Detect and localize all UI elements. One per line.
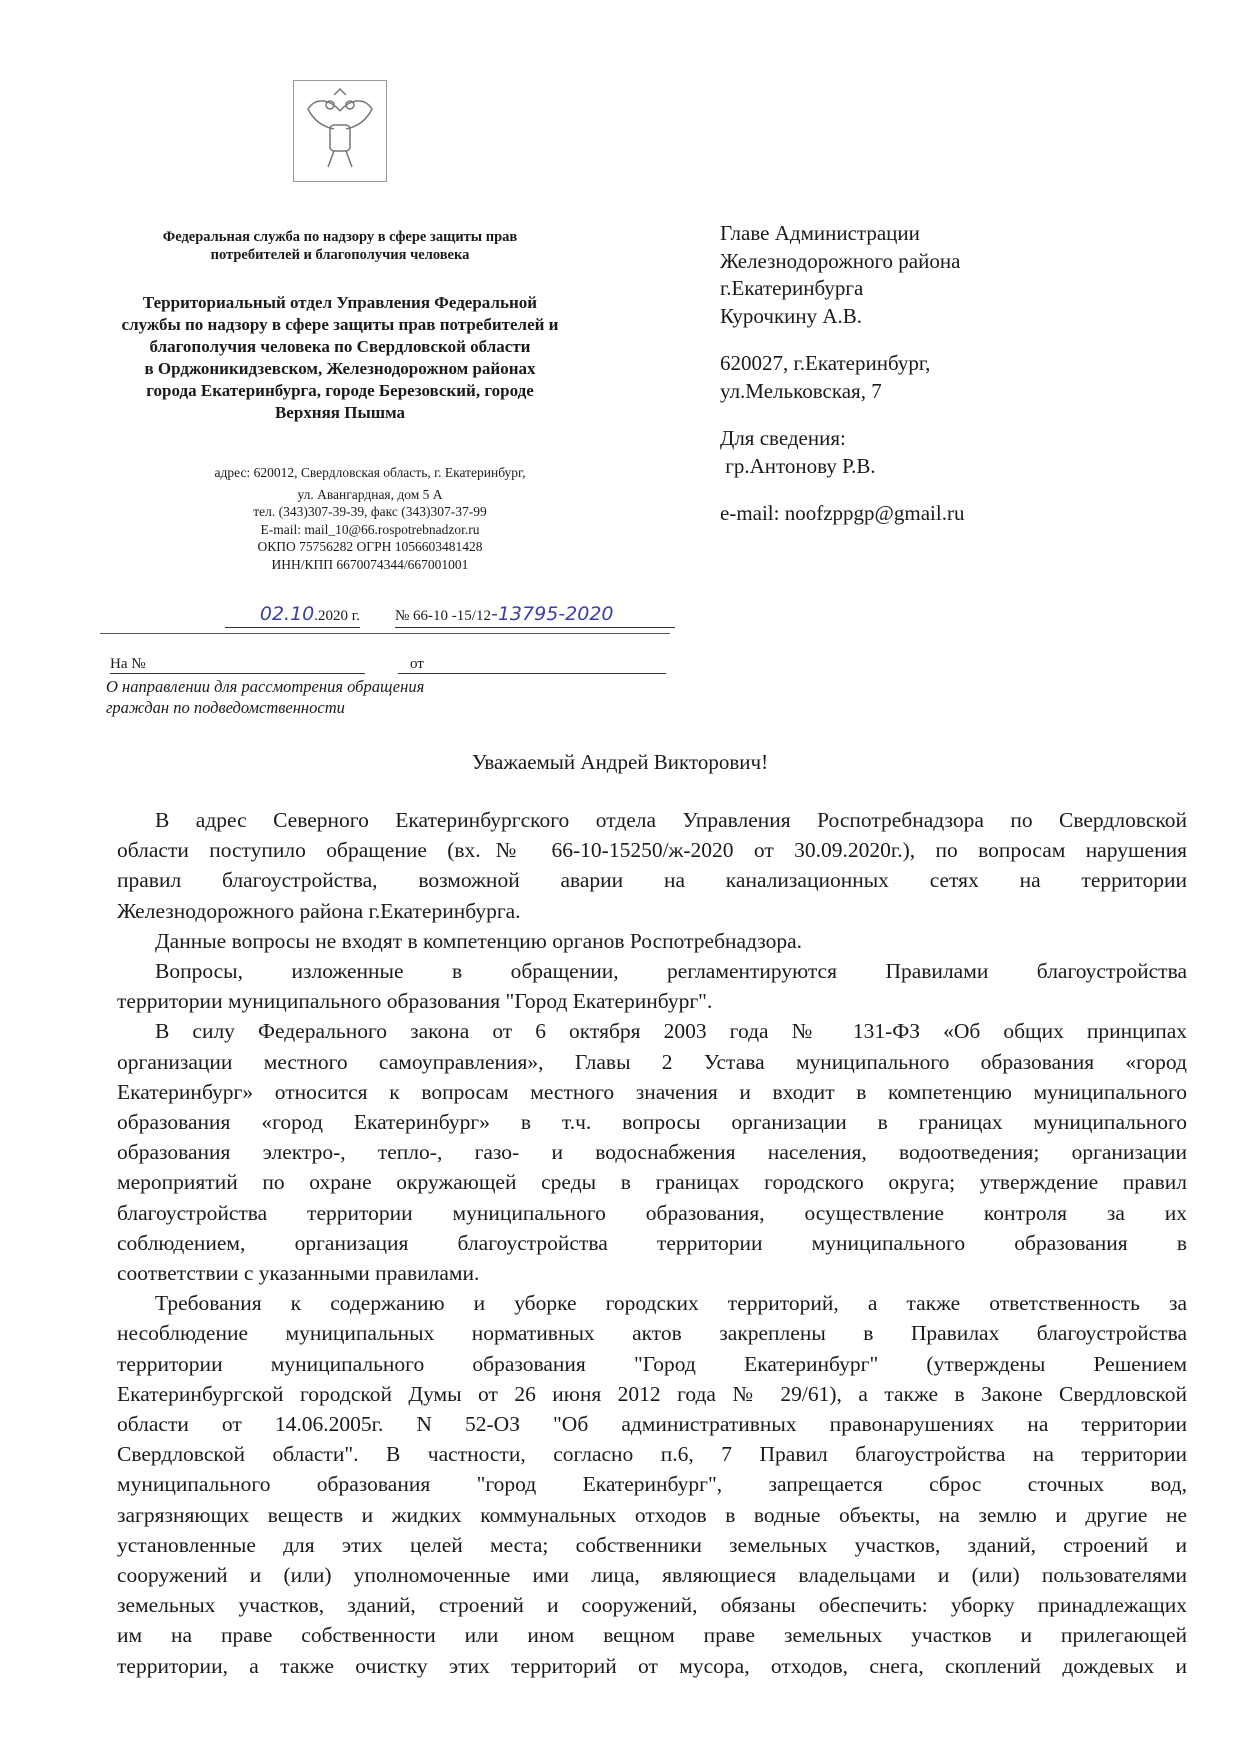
paragraph: [117, 805, 1187, 926]
text-line: соблюдением, организация благоустройства территории муниципального образования в: [117, 1230, 1187, 1255]
paragraph: [117, 1016, 1187, 1288]
coat-of-arms-emblem: [293, 80, 387, 182]
text-line: образования электро-, тепло-, газо- и водоснабжения населения, водоотведения; организации: [117, 1140, 1187, 1165]
divider: [100, 633, 670, 634]
recipient-email: e-mail: noofzppgp@gmail.ru: [720, 501, 965, 525]
text-line: сооружений и (или) уполномоченные ими лица, являющиеся владельцами и (или) пользователями: [117, 1563, 1187, 1588]
text-line: образования «город Екатеринбург» в т.ч. вопросы организации в границах муниципального: [117, 1110, 1187, 1135]
paragraph: [117, 956, 1187, 1016]
text-line: Вопросы, изложенные в обращении, регламентируются Правилами благоустройства: [155, 959, 1187, 984]
text-line: им на праве собственности или ином вещном праве земельных участков и прилегающей: [117, 1623, 1187, 1648]
text-line: земельных участков, зданий, строений и сооружений, обязаны обеспечить: уборку принадлежащих: [117, 1593, 1187, 1618]
text-line: несоблюдение муниципальных нормативных актов закреплены в Правилах благоустройства: [117, 1321, 1187, 1346]
text-line: загрязняющих веществ и жидких коммунальных отходов в водные объекты, на землю и другие не: [117, 1502, 1187, 1527]
letter-subject: О направлении для рассмотрения обращения граждан по подведомственности: [106, 677, 425, 717]
text-line: мероприятий по охране окружающей среды в границах городского округа; утверждение правил: [117, 1170, 1187, 1195]
paragraph: [117, 1288, 1187, 1681]
text-line: правил благоустройства, возможной аварии на канализационных сетях на территории: [117, 868, 1187, 893]
text-line: территории муниципального образования "Город Екатеринбург" (утверждены Решением: [117, 1351, 1187, 1376]
letter-body: [117, 805, 1187, 1681]
paragraph: [117, 926, 1187, 956]
department-address: адрес: 620012, Свердловская область, г. Екатеринбург, ул. Авангардная, дом 5 А тел. (343)307-39-39, факс (343)307-37-99 E-mail: mail_10@66.rospotrebnadzor.ru ОКПО 75756282 ОГРН 1056603481428 ИНН/КПП 6670074344/667001001: [214, 465, 526, 572]
text-line: организации местного самоуправления», Главы 2 Устава муниципального образования «город: [117, 1049, 1187, 1074]
handwritten-date: 02.10: [259, 603, 315, 625]
text-line: В адрес Северного Екатеринбургского отдела Управления Роспотребнадзора по Свердловской: [155, 808, 1187, 832]
letter-number: № 66-10 -15/12-13795-2020: [395, 603, 675, 628]
text-line: Екатеринбургской городской Думы от 26 июня 2012 года № 29/61), а также в Законе Свердловской: [117, 1381, 1187, 1406]
agency-name: Федеральная служба по надзору в сфере защиты прав потребителей и благополучия человека: [162, 229, 518, 263]
text-line: Свердловской области". В частности, согласно п.6, 7 Правил благоустройства на территории: [117, 1442, 1187, 1467]
letter-date: 02.10.2020 г.: [225, 603, 360, 628]
text-line: Данные вопросы не входят в компетенцию органов Роспотребнадзора.: [155, 928, 803, 953]
text-line: Железнодорожного района г.Екатеринбурга.: [117, 898, 521, 923]
double-headed-eagle-icon: [294, 81, 386, 181]
text-line: благоустройства территории муниципального образования, осуществление контроля за их: [117, 1200, 1187, 1225]
text-line: установленные для этих целей места; собственники земельных участков, зданий, строений и: [117, 1532, 1187, 1557]
recipient-block: Главе Администрации Железнодорожного района г.Екатеринбурга Курочкину А.В. 620027, г.Екатеринбург, ул.Мельковская, 7 Для сведения: гр.Антонову Р.В. e-mail: noofzppgp@gmail.ru: [720, 220, 964, 528]
greeting: Уважаемый Андрей Викторович!: [471, 750, 769, 774]
handwritten-number: -13795-2020: [490, 603, 614, 625]
text-line: муниципального образования "город Екатеринбург", запрещается сброс сточных вод,: [117, 1472, 1187, 1497]
text-line: В силу Федерального закона от 6 октября 2003 года № 131-ФЗ «Об общих принципах: [155, 1019, 1187, 1044]
text-line: территории, а также очистку этих территорий от мусора, отходов, снега, скоплений дождевых и: [117, 1653, 1187, 1678]
text-line: территории муниципального образования "Город Екатеринбург".: [117, 989, 713, 1014]
department-name: Территориальный отдел Управления Федеральной службы по надзору в сфере защиты прав потребителей и благополучия человека по Свердловской области в Орджоникидзевском, Железнодорожном районах города Екатеринбурга, городе Березовский, городе Верхняя Пышма: [121, 293, 559, 422]
text-line: соответствии с указанными правилами.: [117, 1261, 480, 1286]
reference-number: На №: [110, 656, 365, 674]
text-line: области поступило обращение (вх.№ 66-10-15250/ж-2020 от 30.09.2020г.), по вопросам нарушения: [117, 838, 1187, 863]
reference-date: от: [398, 656, 666, 674]
text-line: области от 14.06.2005г. N 52-ОЗ "Об административных правонарушениях на территории: [117, 1412, 1187, 1437]
text-line: Екатеринбург» относится к вопросам местного значения и входит в компетенцию муниципального: [117, 1079, 1187, 1104]
text-line: Требования к содержанию и уборке городских территорий, а также ответственность за: [155, 1291, 1187, 1316]
